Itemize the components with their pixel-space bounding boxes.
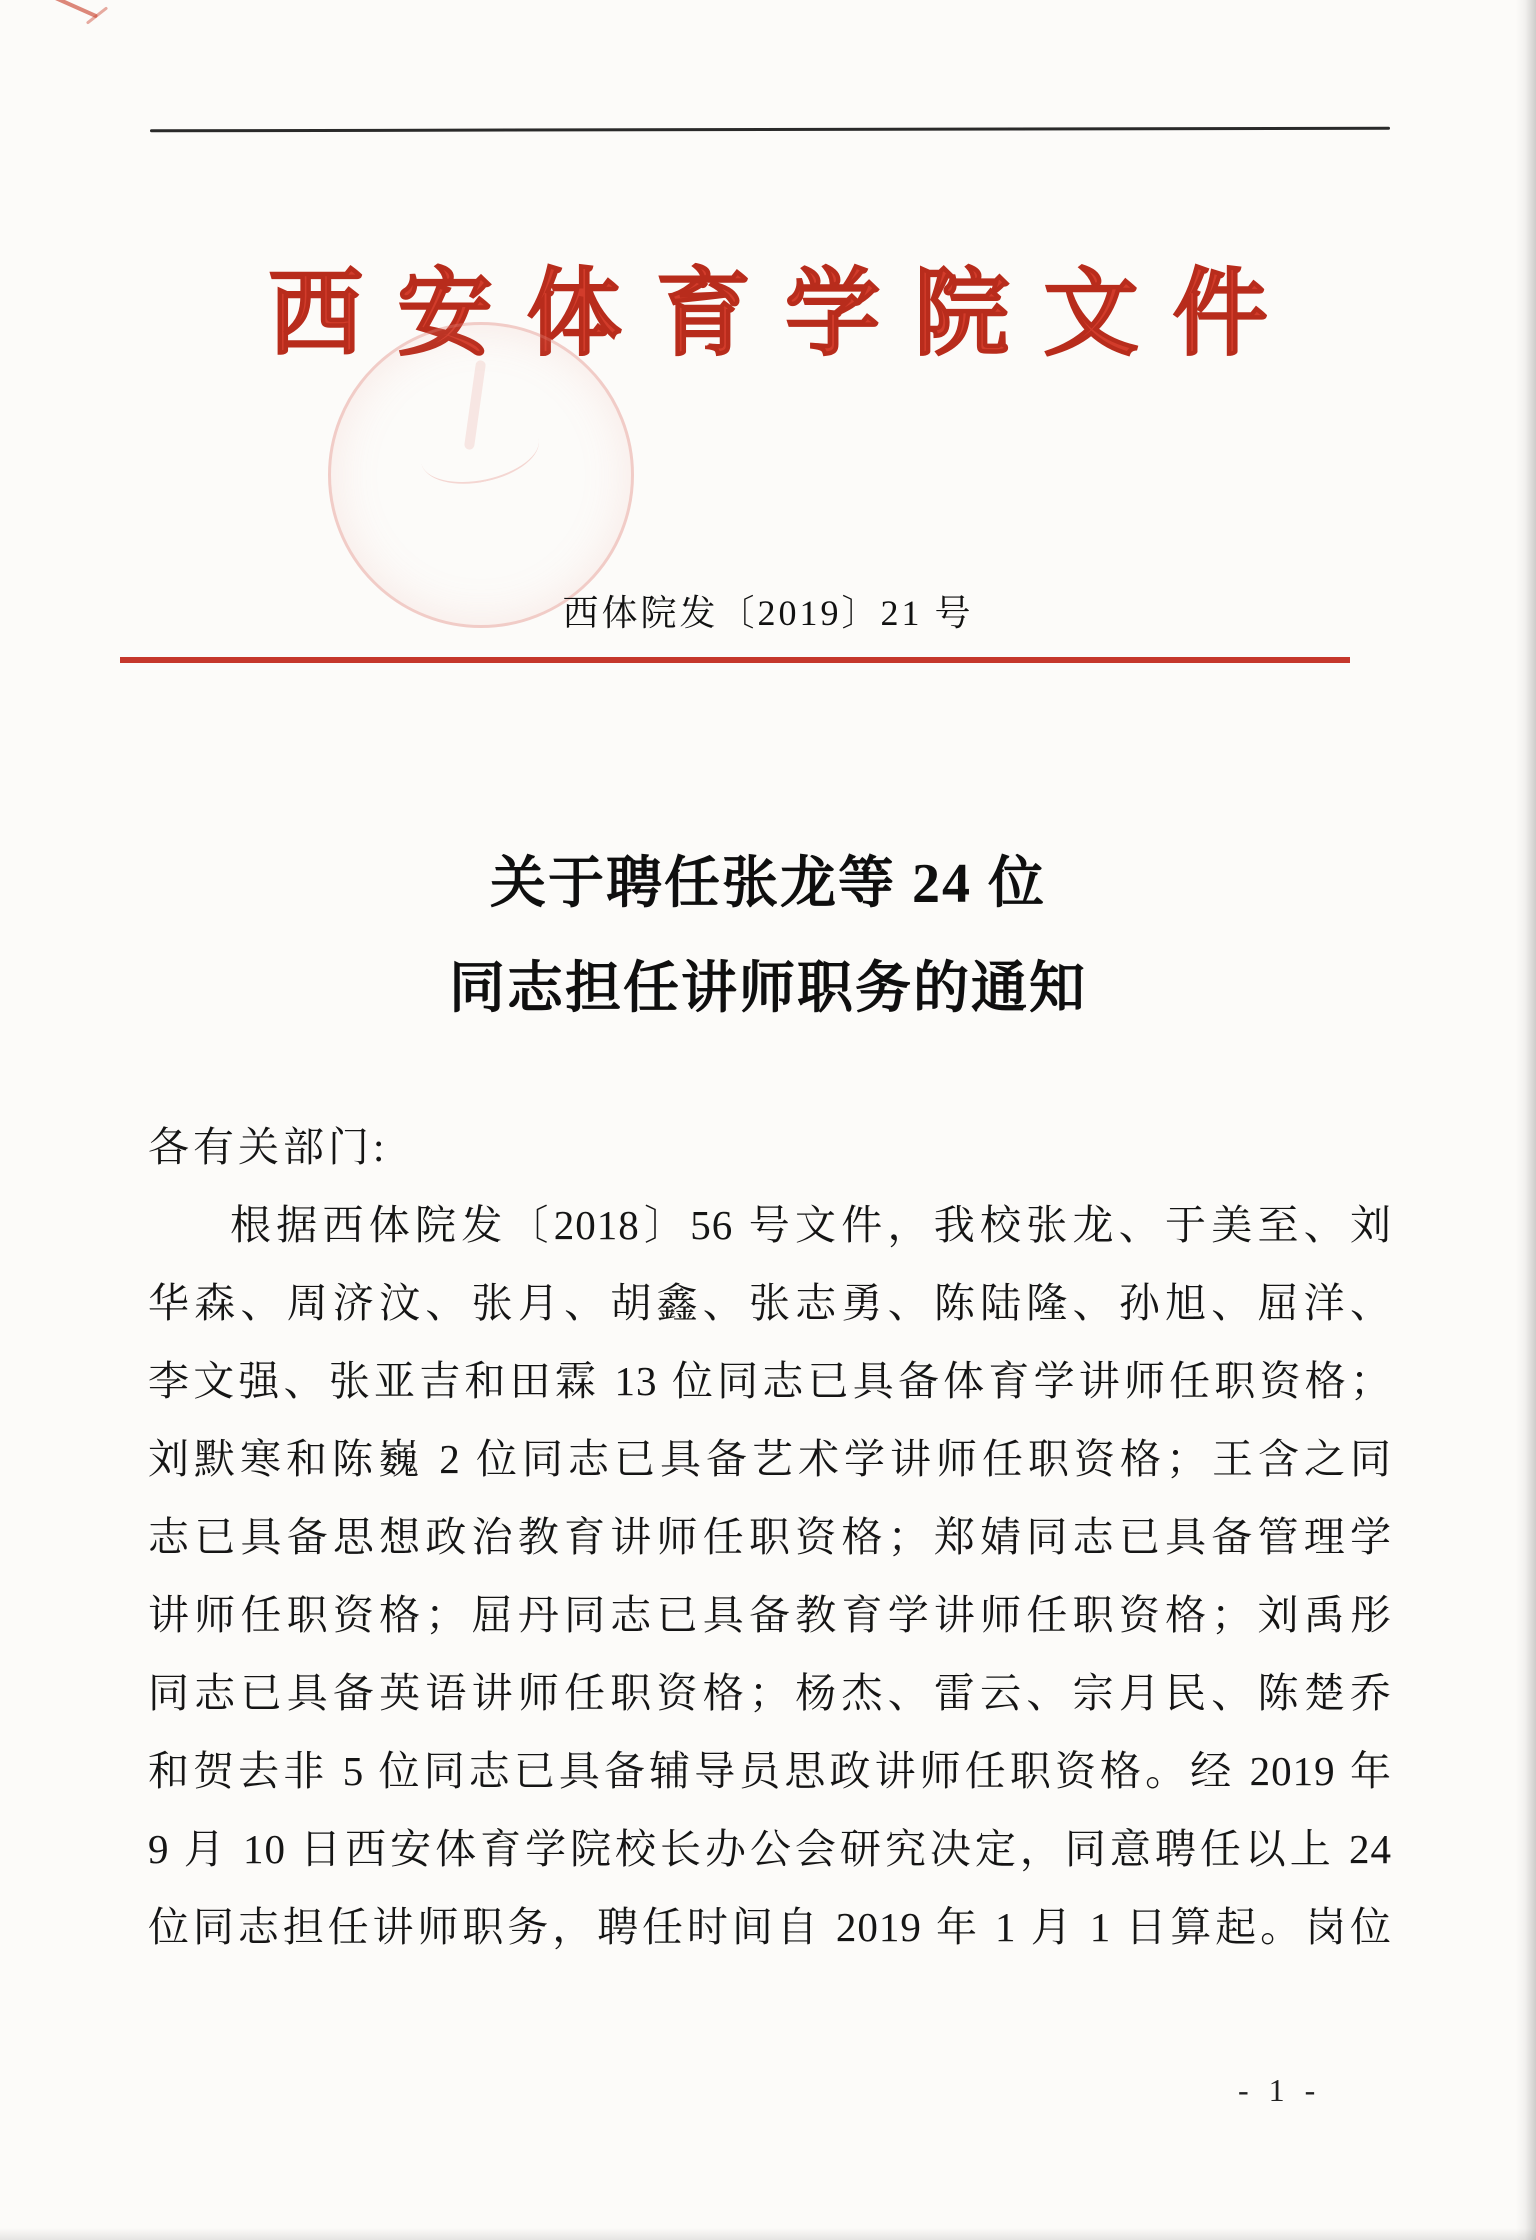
notice-title-line-2: 同志担任讲师职务的通知 (449, 958, 1087, 1020)
body-line: 根据西体院发〔2018〕56 号文件，我校张龙、于美至、刘 (230, 1202, 1392, 1248)
body-line: 讲师任职资格；屈丹同志已具备教育学讲师任职资格；刘禹彤 (148, 1592, 1392, 1638)
top-black-rule (150, 127, 1390, 133)
document-reference-number: 西体院发〔2019〕21 号 (562, 593, 974, 633)
page-number: - 1 - (1238, 2072, 1322, 2108)
body-line: 同志已具备英语讲师任职资格；杨杰、雷云、宗月民、陈楚乔 (148, 1670, 1392, 1716)
organization-letterhead-title: 西安体育学院文件 (268, 261, 1302, 367)
body-line: 9 月 10 日西安体育学院校长办公会研究决定，同意聘任以上 24 (148, 1826, 1392, 1872)
salutation: 各有关部门: (148, 1124, 389, 1170)
body-line: 位同志担任讲师职务，聘任时间自 2019 年 1 月 1 日算起。岗位 (148, 1904, 1392, 1950)
red-pen-mark (40, 0, 98, 18)
notice-title-line-1: 关于聘任张龙等 24 位 (490, 853, 1046, 915)
body-line: 华森、周济汶、张月、胡鑫、张志勇、陈陆隆、孙旭、屈洋、 (148, 1280, 1392, 1326)
notice-title (0, 832, 1536, 1042)
body-line: 和贺去非 5 位同志已具备辅导员思政讲师任职资格。经 2019 年 (148, 1748, 1392, 1794)
notice-body (148, 1108, 1392, 1966)
body-line: 刘默寒和陈巍 2 位同志已具备艺术学讲师任职资格；王含之同 (148, 1436, 1392, 1482)
scan-artifact-right-edge (1516, 0, 1536, 2240)
red-separator-rule (120, 657, 1350, 663)
body-line: 李文强、张亚吉和田霖 13 位同志已具备体育学讲师任职资格； (148, 1358, 1392, 1404)
body-line: 志已具备思想政治教育讲师任职资格；郑婧同志已具备管理学 (148, 1514, 1392, 1560)
scan-artifact-bottom-edge (0, 2228, 1536, 2240)
